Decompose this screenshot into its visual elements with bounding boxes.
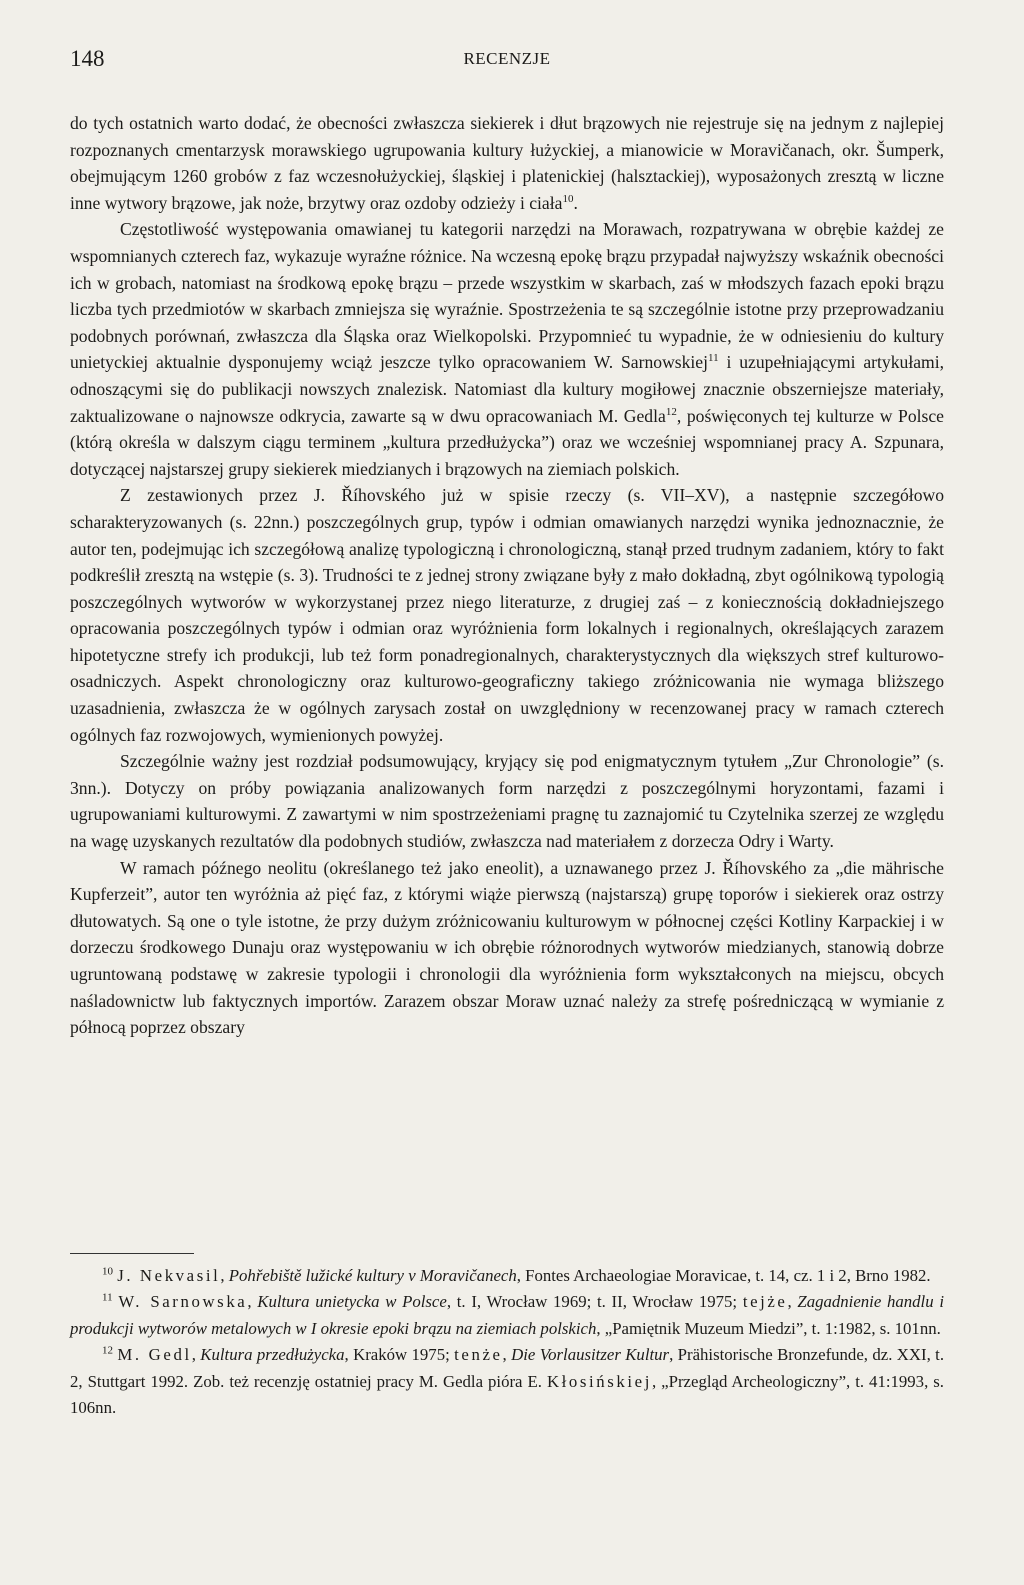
footnote-number: 11 [102,1291,113,1304]
footnote-ref-12: 12 [665,405,677,418]
footnote-title: Kultura przedłużycka [200,1345,345,1365]
footnote-number: 12 [102,1344,113,1357]
footnote-11 [70,1289,944,1342]
running-head: RECENZJE [463,49,551,68]
footnote-text: , „Pamiętnik Muzeum Miedzi”, t. 1:1982, s. 101nn. [596,1318,941,1338]
footnote-text: , Fontes Archaeologiae Moravicae, t. 14, cz. 1 i 2, Brno 1982. [516,1266,931,1285]
footnote-separator-text: , [220,1266,229,1285]
footnote-text: , t. I, Wrocław 1969; t. II, Wrocław 1975; [446,1292,743,1312]
document-page [70,0,944,1585]
paragraph-1 [70,110,944,216]
paragraph-2-text-b: i uzupełniającymi artykułami, odnoszącymi się do publikacji nowszych znalezisk. Natomiast dla kultury mogiłowej znacznie obszerniejsze materiały, zaktualizowane o najnowsze odkrycia, zawarte są w dwu opracowaniach M. Gedla [70,352,944,426]
footnote-12 [70,1342,944,1421]
footnote-author: J. Nekvasil [117,1266,221,1285]
page-header [70,46,944,76]
paragraph-1-text: do tych ostatnich warto dodać, że obecności zwłaszcza siekierek i dłut brązowych nie rejestruje się na jednym z najlepiej rozpoznanych cmentarzysk morawskiego ugrupowania kultury łużyckiej, a mianowicie w Moravičanach, okr. Šumperk, obejmującym 1260 grobów z faz wczesnołużyckiej, śląskiej i platenickiej (halsztackiej), wyposażonych zresztą w liczne inne wytwory brązowe, jak noże, brzytwy oraz ozdoby odzieży i ciała [70,113,944,213]
page-number: 148 [70,46,105,71]
footnote-author: Kłosińskiej [546,1371,652,1391]
footnote-number: 10 [102,1265,113,1278]
footnote-author: W. Sarnowska [118,1292,248,1312]
footnote-title: Kultura unietycka w Polsce [257,1292,447,1312]
footnote-separator-text: , [247,1292,258,1312]
footnote-title: Die Vorlausitzer Kultur [511,1345,670,1365]
footnote-separator-text: , [191,1345,201,1365]
footnote-separator [70,1253,194,1254]
body-text [70,110,944,1041]
paragraph-1-end: . [573,192,578,213]
footnote-title: Pohřebiště lužické kultury v Moravičanech [228,1266,517,1285]
footnote-separator-text: , [502,1345,512,1365]
footnote-author: M. Gedl [117,1345,192,1365]
footnote-text: , „Przegląd Archeologiczny”, t. 41:1993, s. 106nn. [70,1371,944,1418]
footnote-separator-text: , [787,1292,798,1312]
footnote-ref-11: 11 [708,352,719,365]
footnote-ref-10: 10 [562,192,574,205]
footnote-title: Zagadnienie handlu i produkcji wytworów metalowych w I okresie epoki brązu na ziemiach polskich [70,1292,944,1338]
footnote-text: , Prähistorische Bronzefunde, dz. XXI, t. 2, Stuttgart 1992. Zob. też recenzję ostatniej pracy M. Gedla pióra E. [70,1345,945,1391]
paragraph-3: Z zestawionych przez J. Říhovského już w spisie rzeczy (s. VII–XV), a następnie szczegółowo scharakteryzowanych (s. 22nn.) poszczególnych grup, typów i odmian omawianych narzędzi wynika jednoznacznie, że autor ten, podejmując ich szczegółową analizę typologiczną i chronologiczną, stanął przed trudnym zadaniem, który to fakt podkreślił zresztą na wstępie (s. 3). Trudności te z jednej strony związane były z mało dokładną, zbyt ogólnikową typologią poszczególnych wytworów w wykorzystanej przez niego literaturze, z drugiej zaś – z koniecznością dokładniejszego opracowania poszczególnych typów i odmian oraz wyróżnienia form lokalnych i regionalnych, określających zarazem hipotetyczne strefy ich produkcji, lub też form ponadregionalnych, charakterystycznych dla większych stref kulturowo-osadniczych. Aspekt chronologiczny oraz kulturowo-geograficzny takiego zróżnicowania nie wymaga bliższego uzasadnienia, zwłaszcza że w ogólnych zarysach został on uwzględniony w recenzowanej pracy w ramach czterech ogólnych faz rozwojowych, wymienionych powyżej. [70,485,944,745]
paragraph-2-text-a: Częstotliwość występowania omawianej tu kategorii narzędzi na Morawach, rozpatrywana w obrębie każdej ze wspomnianych czterech faz, wykazuje wyraźne różnice. Na wczesną epokę brązu przypadał najwyższy wskaźnik obecności ich w grobach, natomiast na środkową epokę brązu – przede wszystkim w skarbach, zaś w młodszych fazach epoki brązu liczba tych przedmiotów w skarbach zmniejsza się wyraźnie. Spostrzeżenia te są szczególnie istotne przy przeprowadzaniu podobnych porównań, zwłaszcza dla Śląska oraz Wielkopolski. Przypomnieć tu wypadnie, że w odniesieniu do kultury unietyckiej aktualnie dysponujemy wciąż jeszcze tylko opracowaniem W. Sarnowskiej [70,219,944,373]
footnotes [70,1263,944,1421]
paragraph-5: W ramach późnego neolitu (określanego też jako eneolit), a uznawanego przez J. Říhovského za „die mährische Kupferzeit”, autor ten wyróżnia aż pięć faz, z którymi wiąże pierwszą (najstarszą) grupę toporów i siekierek oraz ostrzy dłutowatych. Są one o tyle istotne, że przy dużym zróżnicowaniu kulturowym w północnej części Kotliny Karpackiej i w dorzeczu środkowego Dunaju oraz występowaniu w ich obrębie różnorodnych wytworów miedzianych, stanowią dobrze ugruntowaną podstawę w zakresie typologii i chronologii dla wyróżnienia form wykształconych na miejscu, obcych naśladownictw lub faktycznych importów. Zarazem obszar Moraw uznać należy za strefę pośredniczącą w wymianie z północą poprzez obszary [70,857,944,1038]
paragraph-4: Szczególnie ważny jest rozdział podsumowujący, kryjący się pod enigmatycznym tytułem „Zur Chronologie” (s. 3nn.). Dotyczy on próby powiązania analizowanych form narzędzi z poszczególnymi horyzontami, fazami i ugrupowaniami kulturowymi. Z zawartymi w nim spostrzeżeniami pragnę tu zaznajomić tu Czytelnika szerzej ze względu na wagę uzyskanych rezultatów dla podobnych studiów, zwłaszcza nad materiałem z dorzecza Odry i Warty. [70,751,944,852]
footnote-10 [70,1263,944,1289]
footnote-author: tejże [742,1292,788,1312]
footnote-author: tenże [454,1345,503,1365]
footnote-text: , Kraków 1975; [344,1345,455,1365]
paragraph-2 [70,216,944,482]
paragraph-2-text-c: , poświęconych tej kulturze w Polsce (którą określa w dalszym ciągu terminem „kultura przedłużycka”) oraz we wcześniej wspomnianej pracy A. Szpunara, dotyczącej najstarszej grupy siekierek miedzianych i brązowych na ziemiach polskich. [70,405,944,479]
